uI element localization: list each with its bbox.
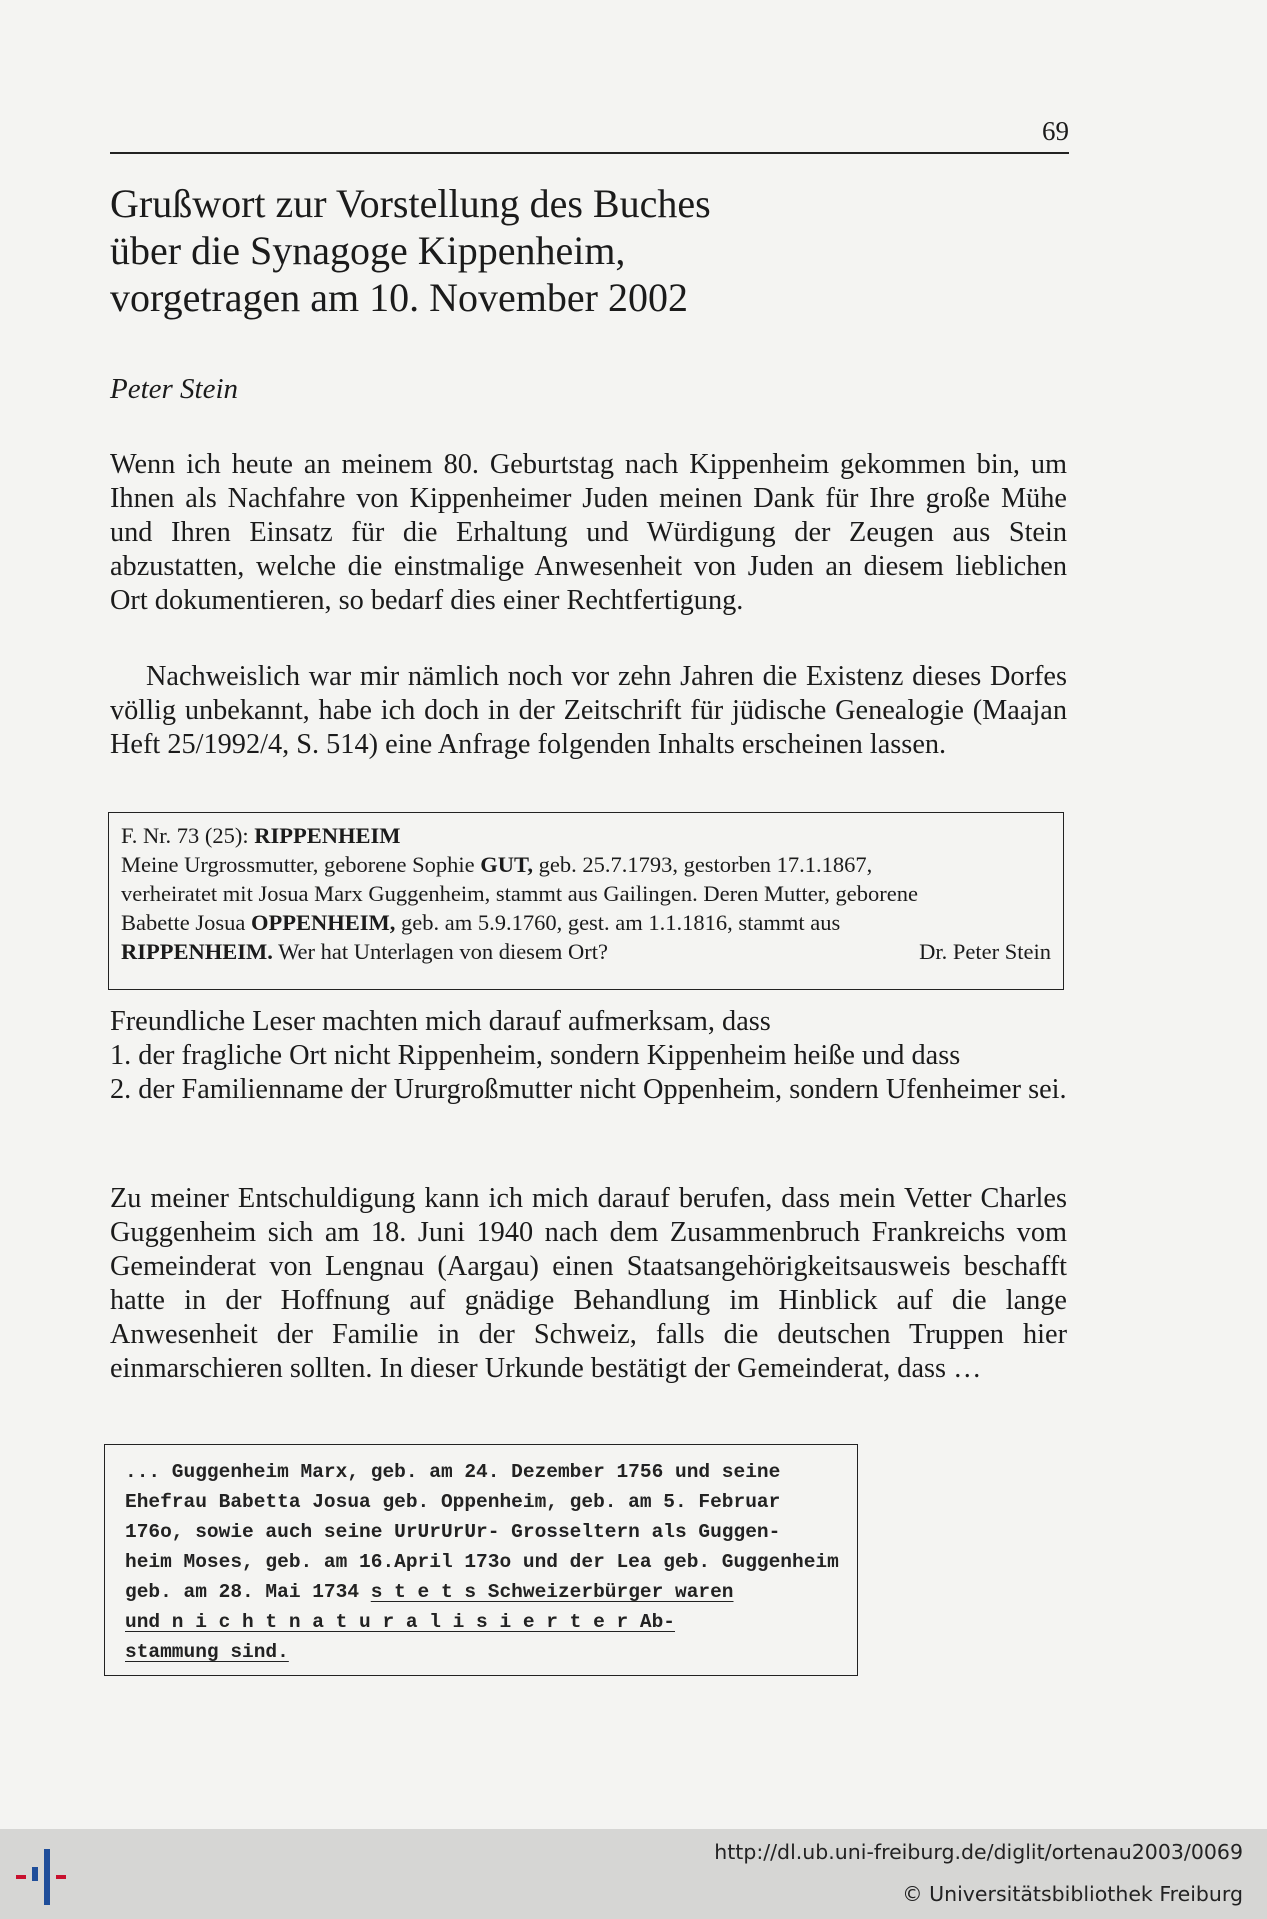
genealogy-query-box [108,812,1064,990]
doc-line-2: Ehefrau Babetta Josua geb. Oppenheim, geb. am 5. Februar [125,1491,781,1513]
copyright-notice: © Universitätsbibliothek Freiburg [902,1882,1243,1906]
article-title [110,180,1010,321]
source-url-link[interactable]: http://dl.ub.uni-freiburg.de/diglit/ortenau2003/0069 [714,1840,1243,1864]
list-item-1: 1. der fragliche Ort nicht Rippenheim, sondern Kippenheim heiße und dass [110,1040,961,1071]
query-line-3: verheiratet mit Josua Marx Guggenheim, stammt aus Gailingen. Deren Mutter, geborene [121,881,918,906]
logo-blue-bar-tall [44,1849,50,1905]
paragraph-4: Zu meiner Entschuldigung kann ich mich darauf berufen, dass mein Vetter Charles Guggenheim sich am 18. Juni 1940 nach dem Zusammenbruch Frankreichs vom Gemeinderat von Lengnau (Aargau) einen Staatsangehörigkeitsausweis beschafft hatte in der Hoffnung auf gnädige Behandlung im Hinblick auf die lange Anwesenheit der Familie in der Schweiz, falls die deutschen Truppen hier einmarschieren sollten. In dieser Urkunde bestätigt der Gemeinderat, dass … [110,1183,1067,1384]
doc-line-1: ... Guggenheim Marx, geb. am 24. Dezember 1756 und seine [125,1461,781,1483]
paragraph-3 [110,1005,1067,1107]
query-line-2: Meine Urgrossmutter, geborene Sophie GUT, geb. 25.7.1793, gestorben 17.1.1867, [121,852,873,877]
header-rule [110,152,1069,154]
library-logo-icon [12,1845,82,1907]
query-line-4: Babette Josua OPPENHEIM, geb. am 5.9.1760, gest. am 1.1.1816, stammt aus [121,910,841,935]
paragraph-2: Nachweislich war mir nämlich noch vor zehn Jahren die Existenz dieses Dorfes völlig unbekannt, habe ich doch in der Zeitschrift für jüdische Genealogie (Maajan Heft 25/1992/4, S. 514) eine Anfrage folgenden Inhalts erscheinen lassen. [110,661,1067,760]
page-number: 69 [1042,116,1069,146]
doc-line-7: stammung sind. [125,1641,289,1663]
doc-line-4: heim Moses, geb. am 16.April 173o und der Lea geb. Guggenheim [125,1551,839,1573]
logo-blue-bar-short [32,1867,38,1881]
author-name: Peter Stein [110,373,239,405]
query-signature: Dr. Peter Stein [919,939,1051,964]
typewritten-document-box [104,1444,858,1676]
doc-line-6: und n i c h t n a t u r a l i s i e r t e r Ab- [125,1611,675,1633]
title-line-2: über die Synagoge Kippenheim, [110,228,626,273]
paragraph-1: Wenn ich heute an meinem 80. Geburtstag nach Kippenheim gekommen bin, um Ihnen als Nachfahre von Kippenheimer Juden meinen Dank für Ihre große Mühe und Ihren Einsatz für die Erhaltung und Würdigung der Zeugen aus Stein abzustatten, welche die einstmalige Anwesenheit von Juden an diesem lieblichen Ort dokumentieren, so bedarf dies einer Rechtfertigung. [110,449,1067,616]
logo-red-dash-right [56,1875,66,1879]
doc-line-5: geb. am 28. Mai 1734 s t e t s Schweizerbürger waren [125,1581,734,1603]
title-line-1: Grußwort zur Vorstellung des Buches [110,181,711,226]
title-line-3: vorgetragen am 10. November 2002 [110,275,688,320]
doc-line-3: 176o, sowie auch seine UrUrUrUr- Grosseltern als Guggen- [125,1521,781,1543]
list-item-2: 2. der Familienname der Ururgroßmutter nicht Oppenheim, sondern Ufenheimer sei. [110,1074,1067,1105]
query-line-5: RIPPENHEIM. Wer hat Unterlagen von diesem Ort? Dr. Peter Stein [121,939,1051,964]
logo-red-dash-left [16,1875,26,1879]
query-line-1: F. Nr. 73 (25): RIPPENHEIM [121,823,401,848]
paragraph-3-intro: Freundliche Leser machten mich darauf aufmerksam, dass [110,1006,771,1037]
